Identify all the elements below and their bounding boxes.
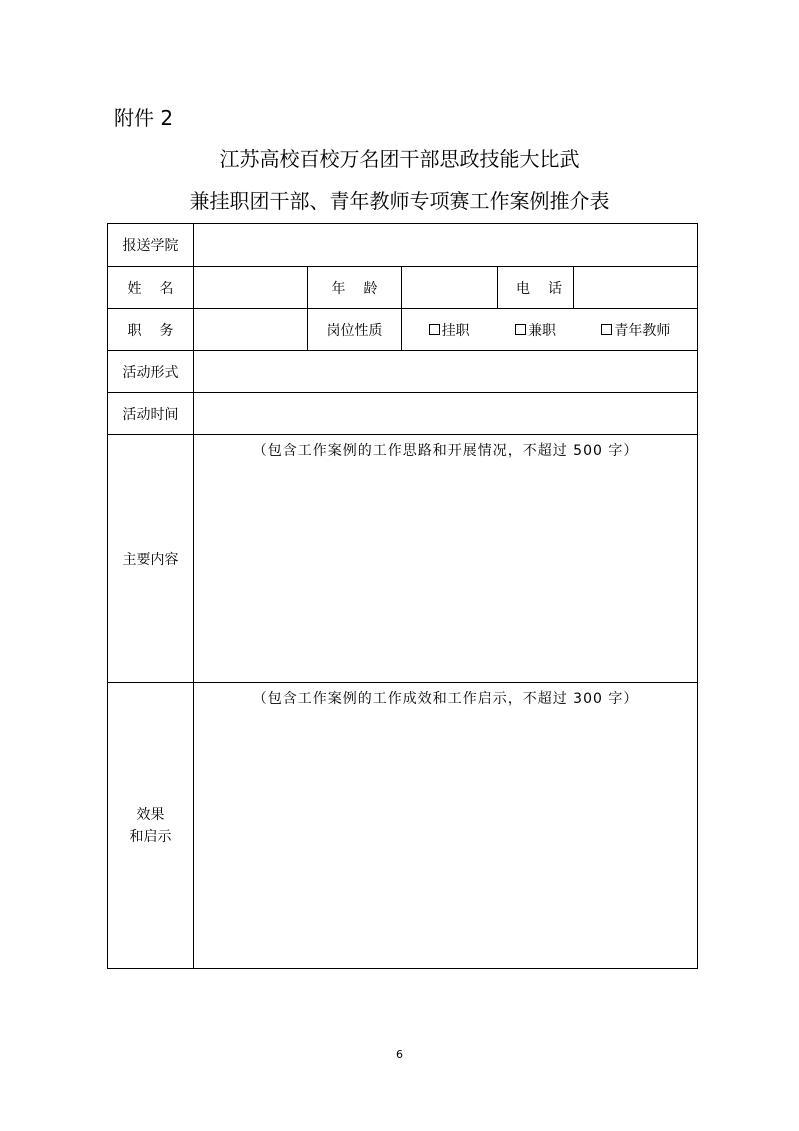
page-number: 6 bbox=[396, 1048, 403, 1061]
effect-label bbox=[108, 683, 194, 969]
school-field[interactable] bbox=[194, 224, 698, 267]
option-guazhi-label: 挂职 bbox=[441, 322, 470, 339]
activity-time-label: 活动时间 bbox=[108, 393, 194, 435]
row-effect bbox=[108, 683, 698, 969]
activity-form-field[interactable] bbox=[194, 351, 698, 393]
main-content-field[interactable]: （包含工作案例的工作思路和开展情况，不超过 500 字） bbox=[194, 435, 698, 683]
effect-label-line-1: 效果 bbox=[136, 806, 165, 823]
phone-field[interactable] bbox=[574, 267, 698, 309]
main-content-label: 主要内容 bbox=[108, 435, 194, 683]
age-field[interactable] bbox=[402, 267, 498, 309]
effect-field[interactable]: （包含工作案例的工作成效和工作启示，不超过 300 字） bbox=[194, 683, 698, 969]
row-main-content bbox=[108, 435, 698, 683]
activity-time-field[interactable] bbox=[194, 393, 698, 435]
attachment-label: 附件 2 bbox=[114, 106, 174, 130]
post-nature-label: 岗位性质 bbox=[308, 309, 402, 351]
activity-form-label: 活动形式 bbox=[108, 351, 194, 393]
phone-label: 电话 bbox=[498, 267, 574, 309]
row-name-age-phone bbox=[108, 267, 698, 309]
checkbox-icon[interactable] bbox=[601, 324, 612, 335]
checkbox-icon[interactable] bbox=[429, 324, 440, 335]
option-young-teacher-label: 青年教师 bbox=[614, 322, 671, 339]
form-title-line-2: 兼挂职团干部、青年教师专项赛工作案例推介表 bbox=[189, 189, 610, 213]
row-position bbox=[108, 309, 698, 351]
option-guazhi[interactable] bbox=[429, 320, 470, 340]
name-label: 姓名 bbox=[108, 267, 194, 309]
post-nature-options bbox=[402, 309, 698, 351]
effect-label-line-2: 和启示 bbox=[129, 828, 172, 845]
school-label: 报送学院 bbox=[108, 224, 194, 267]
option-jianzhi-label: 兼职 bbox=[528, 322, 557, 339]
row-school bbox=[108, 224, 698, 267]
position-label: 职务 bbox=[108, 309, 194, 351]
form-title-line-1: 江苏高校百校万名团干部思政技能大比武 bbox=[219, 147, 580, 171]
checkbox-icon[interactable] bbox=[515, 324, 526, 335]
recommendation-form-table bbox=[107, 223, 698, 969]
option-young-teacher[interactable] bbox=[601, 320, 670, 340]
row-activity-form bbox=[108, 351, 698, 393]
age-label: 年龄 bbox=[308, 267, 402, 309]
option-jianzhi[interactable] bbox=[515, 320, 556, 340]
position-field[interactable] bbox=[194, 309, 308, 351]
name-field[interactable] bbox=[194, 267, 308, 309]
row-activity-time bbox=[108, 393, 698, 435]
